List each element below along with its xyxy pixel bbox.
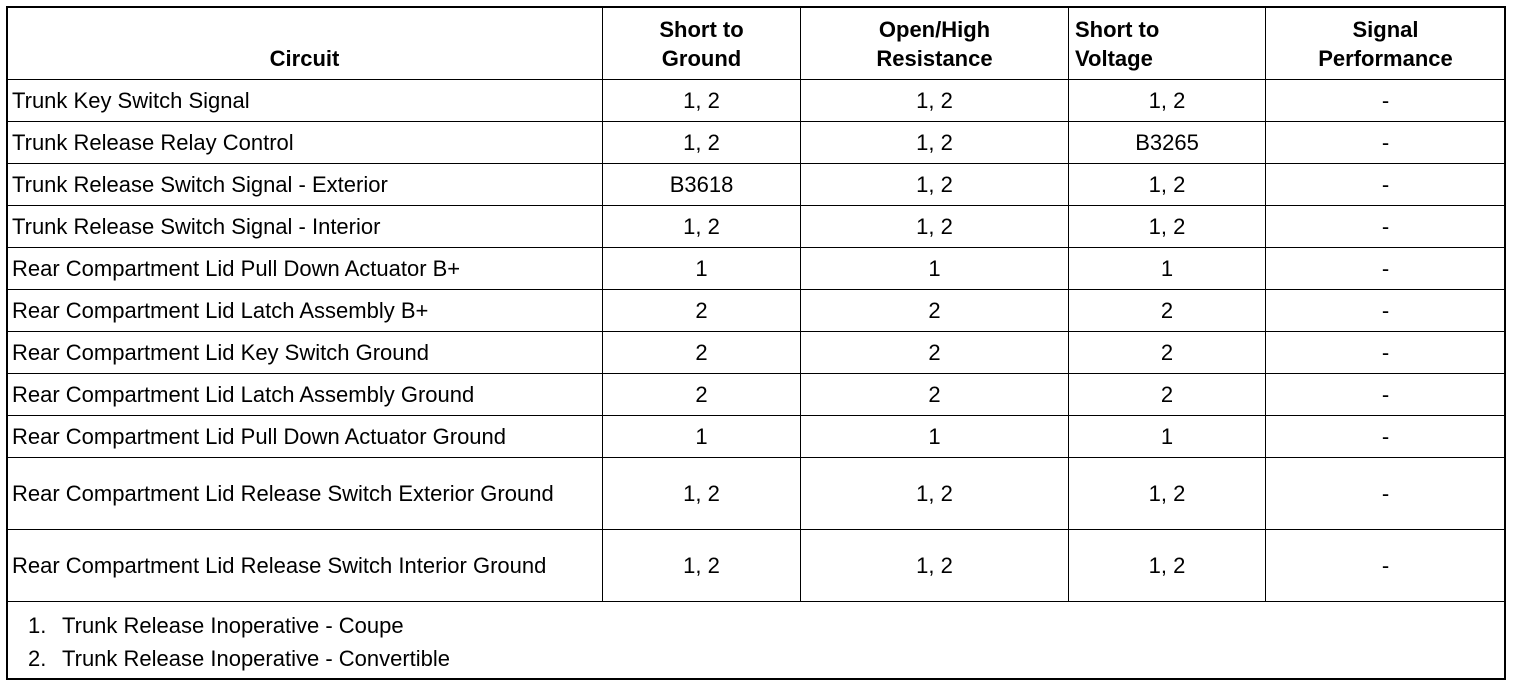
- open-high-resistance-cell: 2: [801, 332, 1069, 374]
- open-high-resistance-cell: 1, 2: [801, 530, 1069, 602]
- short-to-ground-cell: 1, 2: [603, 80, 801, 122]
- open-high-resistance-cell: 1: [801, 248, 1069, 290]
- open-high-resistance-cell: 2: [801, 290, 1069, 332]
- short-to-voltage-cell: 1, 2: [1069, 530, 1266, 602]
- table-row: [7, 416, 1506, 458]
- open-high-resistance-cell: 1, 2: [801, 206, 1069, 248]
- short-to-ground-cell: 1, 2: [603, 458, 801, 530]
- circuit-cell: Rear Compartment Lid Latch Assembly B+: [7, 290, 603, 332]
- circuit-cell: Rear Compartment Lid Pull Down Actuator Ground: [7, 416, 603, 458]
- circuit-cell: Trunk Key Switch Signal: [7, 80, 603, 122]
- signal-performance-cell: -: [1266, 164, 1506, 206]
- signal-performance-cell: -: [1266, 332, 1506, 374]
- open-high-resistance-cell: 1, 2: [801, 122, 1069, 164]
- table-row: [7, 374, 1506, 416]
- signal-performance-cell: -: [1266, 248, 1506, 290]
- table-row: [7, 290, 1506, 332]
- footnote-1: [28, 613, 404, 639]
- circuit-cell: Rear Compartment Lid Latch Assembly Ground: [7, 374, 603, 416]
- header-short-to-ground: Short to Ground: [603, 7, 801, 80]
- short-to-voltage-cell: 1, 2: [1069, 164, 1266, 206]
- signal-performance-cell: -: [1266, 206, 1506, 248]
- table-row: [7, 164, 1506, 206]
- header-signal-performance: Signal Performance: [1266, 7, 1506, 80]
- short-to-ground-cell: 1: [603, 416, 801, 458]
- short-to-voltage-cell: B3265: [1069, 122, 1266, 164]
- short-to-ground-cell: 1, 2: [603, 530, 801, 602]
- signal-performance-cell: -: [1266, 458, 1506, 530]
- table-header-row: [7, 7, 1506, 80]
- short-to-ground-cell: 1, 2: [603, 206, 801, 248]
- short-to-voltage-cell: 2: [1069, 332, 1266, 374]
- circuit-cell: Rear Compartment Lid Release Switch Interior Ground: [7, 530, 603, 602]
- short-to-voltage-cell: 1: [1069, 248, 1266, 290]
- circuit-cell: Rear Compartment Lid Pull Down Actuator B+: [7, 248, 603, 290]
- header-open-high-resistance: Open/High Resistance: [801, 7, 1069, 80]
- short-to-ground-cell: B3618: [603, 164, 801, 206]
- table-row: [7, 206, 1506, 248]
- table-row: [7, 248, 1506, 290]
- table-row: [7, 80, 1506, 122]
- short-to-voltage-cell: 2: [1069, 290, 1266, 332]
- open-high-resistance-cell: 2: [801, 374, 1069, 416]
- signal-performance-cell: -: [1266, 80, 1506, 122]
- signal-performance-cell: -: [1266, 530, 1506, 602]
- header-short-to-voltage: Short to Voltage: [1069, 7, 1266, 80]
- open-high-resistance-cell: 1, 2: [801, 80, 1069, 122]
- footnote-2: [28, 646, 450, 672]
- signal-performance-cell: -: [1266, 374, 1506, 416]
- short-to-ground-cell: 2: [603, 374, 801, 416]
- table-row: [7, 122, 1506, 164]
- circuit-cell: Rear Compartment Lid Release Switch Exterior Ground: [7, 458, 603, 530]
- footnote-text: Trunk Release Inoperative - Coupe: [62, 613, 404, 638]
- short-to-ground-cell: 1: [603, 248, 801, 290]
- footnote-number: 1.: [28, 613, 47, 638]
- short-to-voltage-cell: 1, 2: [1069, 80, 1266, 122]
- signal-performance-cell: -: [1266, 416, 1506, 458]
- circuit-cell: Trunk Release Switch Signal - Exterior: [7, 164, 603, 206]
- header-circuit: Circuit: [7, 7, 603, 80]
- open-high-resistance-cell: 1: [801, 416, 1069, 458]
- short-to-voltage-cell: 1, 2: [1069, 458, 1266, 530]
- diagnostic-table: [6, 6, 1506, 602]
- short-to-ground-cell: 2: [603, 290, 801, 332]
- footnote-text: Trunk Release Inoperative - Convertible: [62, 646, 451, 671]
- open-high-resistance-cell: 1, 2: [801, 458, 1069, 530]
- short-to-ground-cell: 2: [603, 332, 801, 374]
- short-to-voltage-cell: 2: [1069, 374, 1266, 416]
- footnote-number: 2.: [28, 646, 47, 671]
- short-to-voltage-cell: 1, 2: [1069, 206, 1266, 248]
- signal-performance-cell: -: [1266, 290, 1506, 332]
- signal-performance-cell: -: [1266, 122, 1506, 164]
- table-row: [7, 458, 1506, 530]
- circuit-cell: Trunk Release Relay Control: [7, 122, 603, 164]
- table-row: [7, 332, 1506, 374]
- short-to-voltage-cell: 1: [1069, 416, 1266, 458]
- circuit-cell: Trunk Release Switch Signal - Interior: [7, 206, 603, 248]
- footnotes: [6, 605, 1505, 679]
- circuit-cell: Rear Compartment Lid Key Switch Ground: [7, 332, 603, 374]
- table-row: [7, 530, 1506, 602]
- open-high-resistance-cell: 1, 2: [801, 164, 1069, 206]
- short-to-ground-cell: 1, 2: [603, 122, 801, 164]
